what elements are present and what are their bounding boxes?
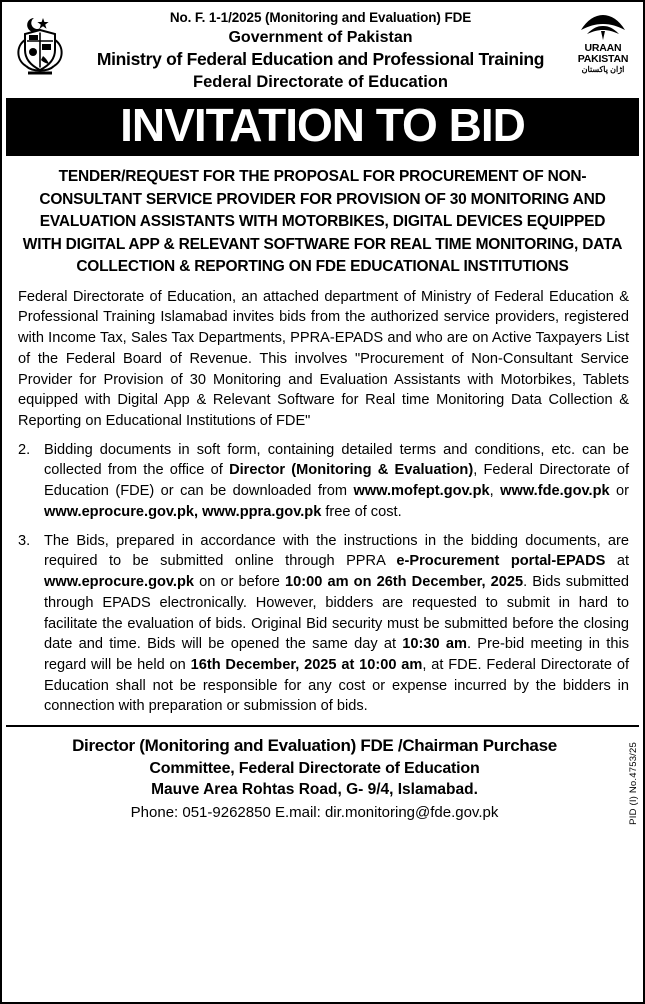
- clause-2: [18, 440, 629, 523]
- document-footer: [2, 727, 643, 829]
- footer-contact: Phone: 051-9262850 E.mail: dir.monitoring@fde.gov.pk: [130, 803, 499, 821]
- footer-committee: Committee, Federal Directorate of Education: [149, 760, 480, 778]
- uraan-logo-urdu: اڑان پاکستان: [581, 65, 625, 75]
- clause-3-seg3: on or before: [194, 574, 286, 591]
- clause-2-text: [44, 440, 629, 523]
- tender-title: TENDER/REQUEST FOR THE PROPOSAL FOR PROCUREMENT OF NON- CONSULTANT SERVICE PROVIDER FOR PROVISION OF 30 MONITORING AND EVALUATION ASSISTANTS WITH MOTORBIKES, DIGITAL DEVICES EQUIPPED WITH DIGITAL APP & RELEVANT SOFTWARE FOR REAL TIME MONITORING, DATA COLLECTION & REPORTING ON FDE EDUCATIONAL INSTITUTIONS: [22, 168, 623, 276]
- clause-3-seg1: The Bids, prepared in accordance with the instructions in the bidding documents, are required to be submitted online through PPRA: [44, 532, 629, 570]
- clause-2-seg2: , Federal Directorate of Education (FDE) or can be downloaded from: [44, 462, 630, 500]
- clause-2-seg1: Bidding documents in soft form, containing detailed terms and conditions, etc. can be collected from the office of: [44, 441, 629, 479]
- document-body: [2, 287, 643, 717]
- link-fde[interactable]: www.fde.gov.pk: [500, 483, 610, 500]
- invitation-banner: [6, 98, 639, 156]
- clause-3-number: 3.: [18, 532, 31, 549]
- clause-3-seg5: . Pre-bid meeting in this regard will be held on: [44, 636, 629, 673]
- clause-3-seg4: . Bids submitted through EPADS electronically. However, bidders are requested to submit in hard to facilitate the evaluation of bids. Original Bid security must be submitted before the closing date and time. Bids will be opened the same day at: [44, 574, 629, 653]
- document-header: [2, 2, 643, 94]
- paragraph-1: Federal Directorate of Education, an attached department of Ministry of Federal Education & Professional Training Islamabad invites bids from the authorized service providers, registered with Income Tax, Sales Tax Departments, PPRA-EPADS and who are on Active Taxpayers List of the Federal Board of Revenue. This involves "Procurement of Non-Consultant Service Provider for Provision of 30 Monitoring and Evaluation Assistants with Motorbikes, Tablets equipped with Digital App & Relevant Software for Real time Monitoring Data Collection & Reporting on Educational Institutions of FDE": [18, 288, 629, 430]
- header-titles: [76, 10, 565, 92]
- clause-2-number: 2.: [18, 441, 31, 458]
- uraan-pakistan-logo: [571, 10, 635, 75]
- link-mofept[interactable]: www.mofept.gov.pk: [353, 483, 490, 500]
- state-emblem-icon: [10, 10, 70, 76]
- uraan-logo-line1: URAAN: [584, 42, 622, 54]
- government-name: Government of Pakistan: [228, 28, 413, 46]
- clause-3-seg2: at: [605, 553, 629, 570]
- link-eprocure-ppra[interactable]: www.eprocure.gov.pk, www.ppra.gov.pk: [44, 503, 322, 520]
- pre-bid-meeting-datetime: 16th December, 2025 at 10:00 am: [190, 656, 423, 673]
- directorate-name: Federal Directorate of Education: [193, 72, 448, 91]
- footer-designation: Director (Monitoring and Evaluation) FDE /Chairman Purchase: [72, 736, 557, 756]
- clause-2-seg3: ,: [489, 483, 501, 500]
- bid-opening-time: 10:30 am: [402, 636, 467, 653]
- ministry-name: Ministry of Federal Education and Professional Training: [96, 48, 545, 69]
- clause-3: [18, 531, 629, 717]
- clause-3-text: [44, 531, 629, 717]
- bid-deadline: 10:00 am on 26th December, 2025: [285, 574, 524, 591]
- clause-3-seg6: , at FDE. Federal Directorate of Education shall not be responsible for any cost or expense incurred by the bidders in connection with preparation or submission of bids.: [44, 656, 629, 715]
- reference-number: No. F. 1-1/2025 (Monitoring and Evaluation) FDE: [169, 10, 472, 25]
- clause-2-seg5: free of cost.: [321, 503, 402, 520]
- clause-2-office: Director (Monitoring & Evaluation): [229, 462, 474, 479]
- link-eprocure[interactable]: www.eprocure.gov.pk: [44, 574, 195, 591]
- uraan-pakistan-eagle-icon: [577, 12, 629, 42]
- uraan-logo-line2: PAKISTAN: [577, 53, 629, 66]
- epads-portal-name: e-Procurement portal-EPADS: [396, 553, 606, 570]
- clause-2-seg4: or: [609, 483, 630, 500]
- footer-address: Mauve Area Rohtas Road, G- 9/4, Islamabad.: [151, 780, 478, 798]
- banner-title: INVITATION TO BID: [120, 99, 525, 152]
- pid-number: PID (I) No.4753/25: [628, 741, 640, 825]
